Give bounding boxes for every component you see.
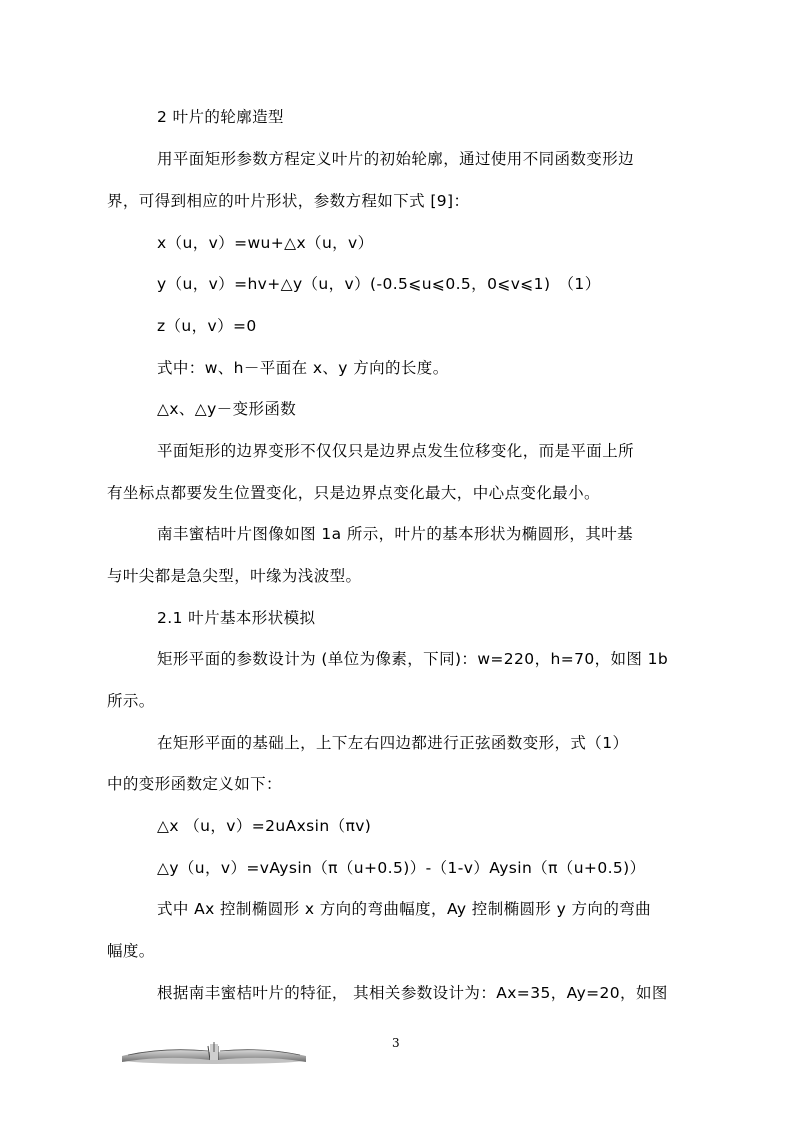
paragraph-line: 式中：w、h－平面在 x、y 方向的长度。 (157, 359, 449, 377)
paragraph-line: 用平面矩形参数方程定义叶片的初始轮廓，通过使用不同函数变形边 (157, 150, 635, 168)
section-heading: 2.1 叶片基本形状模拟 (157, 609, 316, 627)
paragraph-line: 所示。 (107, 692, 155, 710)
open-book-icon (118, 1040, 310, 1070)
paragraph-line: 式中 Ax 控制椭圆形 x 方向的弯曲幅度，Ay 控制椭圆形 y 方向的弯曲 (157, 900, 652, 918)
paragraph-line: 中的变形函数定义如下： (107, 775, 282, 793)
section-heading: 2 叶片的轮廓造型 (157, 108, 284, 126)
paragraph-line: 矩形平面的参数设计为 (单位为像素，下同)：w=220，h=70，如图 1b (157, 650, 669, 668)
paragraph-line: 在矩形平面的基础上，上下左右四边都进行正弦函数变形，式（1） (157, 734, 629, 752)
paragraph-line: △x、△y－变形函数 (157, 400, 297, 418)
equation-line: △x （u，v）=2uAxsin（πv) (157, 817, 372, 835)
paragraph-line: 有坐标点都要发生位置变化，只是边界点变化最大，中心点变化最小。 (107, 484, 600, 502)
paragraph-line: 界，可得到相应的叶片形状，参数方程如下式 [9]： (107, 192, 470, 210)
paragraph-line: 与叶尖都是急尖型，叶缘为浅波型。 (107, 567, 362, 585)
equation-line: y（u，v）=hv+△y（u，v）(-0.5⩽u⩽0.5，0⩽v⩽1) （1） (157, 275, 601, 293)
equation-line: △y（u，v）=vAysin（π（u+0.5)）-（1-v）Aysin（π（u+0.5)） (157, 859, 646, 877)
paragraph-line: 根据南丰蜜桔叶片的特征， 其相关参数设计为：Ax=35，Ay=20，如图 (157, 984, 668, 1002)
paragraph-line: 幅度。 (107, 942, 155, 960)
page-number: 3 (392, 1036, 400, 1050)
equation-line: x（u，v）=wu+△x（u，v） (157, 234, 374, 252)
paragraph-line: 南丰蜜桔叶片图像如图 1a 所示，叶片的基本形状为椭圆形，其叶基 (157, 525, 634, 543)
paragraph-line: 平面矩形的边界变形不仅仅只是边界点发生位移变化，而是平面上所 (157, 442, 635, 460)
equation-line: z（u，v）=0 (157, 317, 257, 335)
